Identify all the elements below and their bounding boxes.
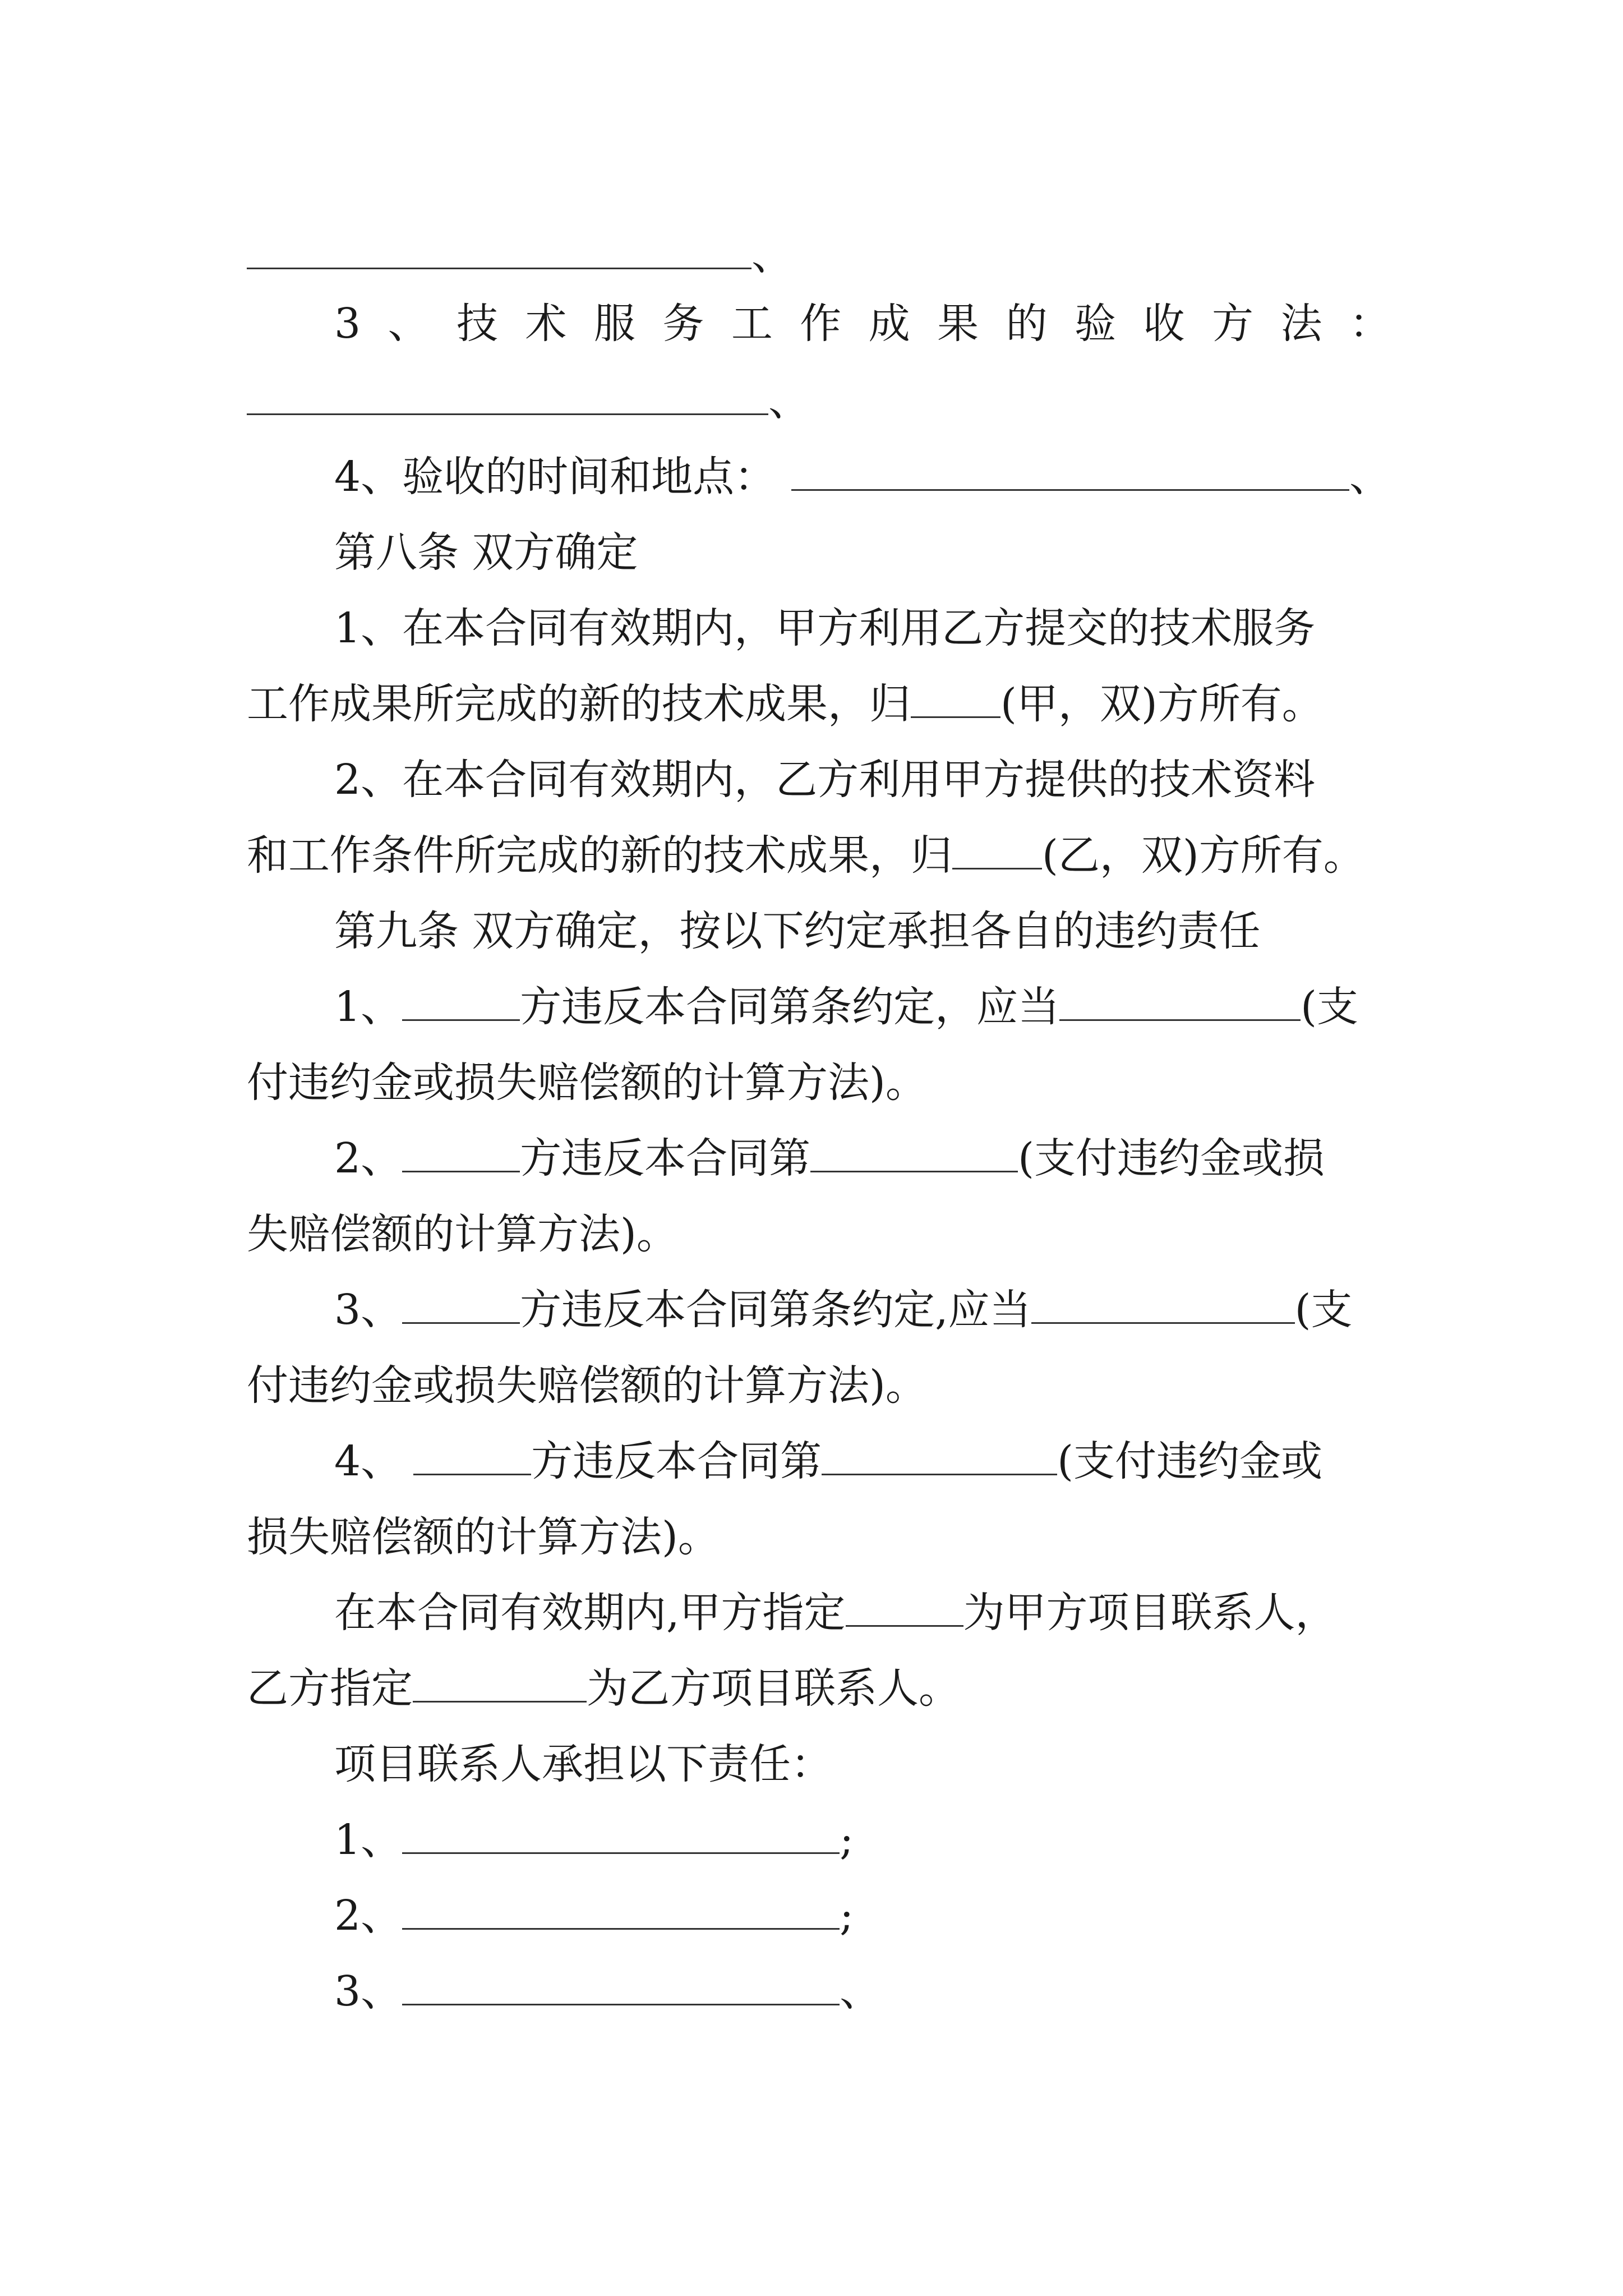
article-8-item-1-line-1: 1、在本合同有效期内，甲方利用乙方提交的技术服务: [334, 604, 1316, 652]
blank-field[interactable]: [402, 1967, 840, 2005]
blank-field[interactable]: [413, 1437, 531, 1475]
article-9-title: 第九条 双方确定，按以下约定承担各自的违约责任: [334, 907, 1261, 955]
spaced-char: 成: [868, 300, 910, 348]
article-8-item-2-line-2: 和工作条件所完成的新的技术成果，归 (乙，双)方所有。: [247, 831, 1365, 880]
blank-field[interactable]: [413, 1664, 587, 1703]
blank-field[interactable]: [402, 982, 520, 1021]
line-continuation-2: 、: [247, 370, 1391, 432]
blank-field[interactable]: [402, 1815, 840, 1854]
contact-person-line-1: 在本合同有效期内,甲方指定 为甲方项目联系人，: [334, 1589, 1337, 1637]
blank-field[interactable]: [402, 1134, 520, 1172]
spaced-char: 服: [593, 300, 635, 348]
spaced-char: 技: [457, 300, 498, 348]
spaced-char: 的: [1006, 300, 1048, 348]
line-continuation-1: 、: [247, 224, 1391, 286]
spaced-char: ：: [1349, 300, 1391, 348]
article-9-item-3-line-1: 3、 方违反本合同第条约定,应当 (支: [334, 1286, 1353, 1334]
blank-field[interactable]: [402, 1285, 520, 1324]
spaced-char: 工: [731, 300, 773, 348]
line-acceptance-time-place: 4、验收的时间和地点： 、: [334, 453, 1391, 501]
blank-field[interactable]: [1031, 1285, 1295, 1324]
blank-field[interactable]: [402, 1891, 840, 1930]
spaced-char: 法: [1280, 300, 1322, 348]
spaced-char: 验: [1075, 300, 1117, 348]
blank-field[interactable]: [1059, 982, 1301, 1021]
spaced-char: 、: [388, 300, 430, 348]
blank-field[interactable]: [911, 679, 1000, 718]
spaced-char: 收: [1143, 300, 1185, 348]
article-9-item-1-line-1: 1、 方违反本合同第条约定，应当 (支: [334, 983, 1358, 1031]
spaced-char: 方: [1211, 300, 1253, 348]
duties-title: 项目联系人承担以下责任：: [334, 1740, 832, 1788]
spaced-char: 务: [662, 300, 704, 348]
spaced-char: 术: [525, 300, 567, 348]
spaced-char: 3: [334, 300, 361, 348]
spaced-char: 果: [937, 300, 979, 348]
blank-field[interactable]: [952, 831, 1042, 869]
duty-item-1: 1、 ;: [334, 1816, 854, 1864]
blank-field[interactable]: [846, 1588, 963, 1627]
contact-person-line-2: 乙方指定 为乙方项目联系人。: [247, 1664, 960, 1713]
article-9-item-1-line-2: 付违约金或损失赔偿额的计算方法)。: [247, 1059, 927, 1107]
article-9-item-4-line-1: 4、 方违反本合同第 (支付违约金或: [334, 1437, 1322, 1485]
article-9-item-3-line-2: 付违约金或损失赔偿额的计算方法)。: [247, 1361, 927, 1410]
blank-field[interactable]: [247, 376, 768, 415]
duty-item-2: 2、 ;: [334, 1892, 854, 1940]
blank-field[interactable]: [247, 231, 751, 269]
duty-item-3: 3、 、: [334, 1967, 882, 2016]
line-acceptance-method-heading: [334, 293, 1391, 355]
article-9-item-2-line-2: 失赔偿额的计算方法)。: [247, 1210, 678, 1258]
article-8-item-2-line-1: 2、在本合同有效期内，乙方利用甲方提供的技术资料: [334, 756, 1316, 804]
blank-field[interactable]: [791, 452, 1349, 491]
spaced-char: 作: [800, 300, 842, 348]
article-8-title: 第八条 双方确定: [334, 528, 638, 577]
blank-field[interactable]: [822, 1437, 1057, 1475]
article-8-item-1-line-2: 工作成果所完成的新的技术成果，归 (甲，双)方所有。: [247, 680, 1324, 728]
article-9-item-2-line-1: 2、 方违反本合同第 (支付违约金或损: [334, 1134, 1325, 1182]
article-9-item-4-line-2: 损失赔偿额的计算方法)。: [247, 1513, 720, 1561]
blank-field[interactable]: [810, 1134, 1018, 1172]
